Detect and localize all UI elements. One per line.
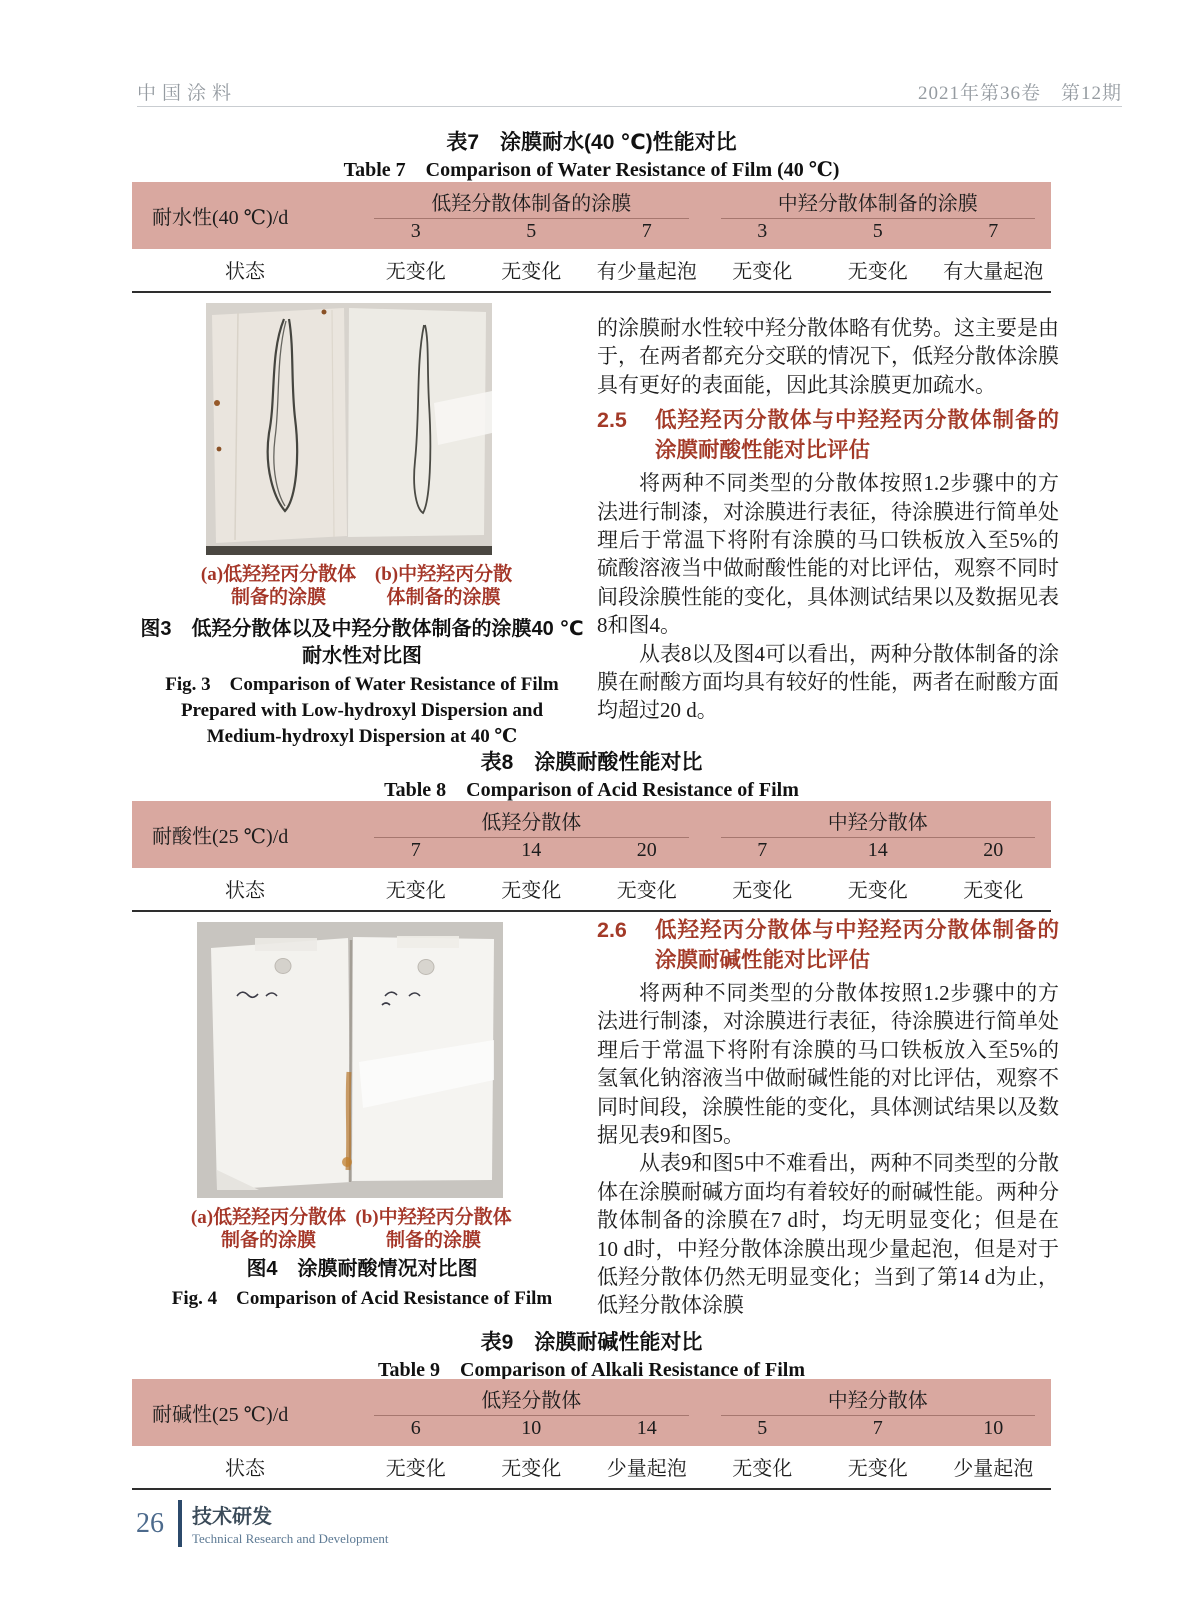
table8-day-cell: 20 [636, 839, 657, 861]
figure3-title-en: Fig. 3 Comparison of Water Resistance of Film Prepared with Low-hydroxyl Dispersion and Medium-hydroxyl Dispersion at 40 ℃ [165, 674, 559, 747]
footer-section-en: Technical Research and Development [192, 1531, 389, 1546]
table9-title-en: Table 9 Comparison of Alkali Resistance of Film [377, 1359, 806, 1381]
figure3-caption-a: (a)低羟羟丙分散体 制备的涂膜 [200, 564, 357, 608]
page-footer [136, 1500, 389, 1547]
table8-title-en: Table 8 Comparison of Acid Resistance of Film [384, 779, 799, 801]
table7-status-cell: 有少量起泡 [589, 249, 705, 292]
figure3-subcaptions [196, 563, 526, 609]
table8 [132, 801, 1051, 912]
table-row [132, 249, 1051, 292]
issue-info: 2021年第36卷 第12期 [917, 83, 1122, 104]
table9-row-header: 耐碱性(25 ℃)/d [152, 1404, 289, 1426]
section-heading-2-5: 2.5 低羟羟丙分散体与中羟羟丙分散体制备的涂膜耐酸性能对比评估 [597, 408, 1059, 462]
table8-group-mid: 中羟分散体 [721, 801, 1036, 838]
table9-status-cell: 少量起泡 [936, 1446, 1052, 1489]
figure4-caption-b: (b)中羟羟丙分散体 制备的涂膜 [355, 1207, 512, 1251]
figure3-photo [206, 303, 492, 560]
figure3-photo-svg [206, 303, 492, 555]
table8-group-low: 低羟分散体 [374, 801, 689, 838]
table8-day-cell: 7 [757, 839, 768, 861]
table9-status-cell: 无变化 [705, 1446, 821, 1489]
table8-day-cell: 14 [867, 839, 888, 861]
table7-title-cn: 表7 涂膜耐水(40 ℃)性能对比 [446, 131, 737, 154]
panel-a [211, 938, 351, 1190]
table9-day-cell: 6 [410, 1417, 421, 1439]
paragraph: 将两种不同类型的分散体按照1.2步骤中的方法进行制漆，对涂膜进行表征，待涂膜进行简单处理后于常温下将附有涂膜的马口铁板放入至5%的氢氧化钠溶液当中做耐碱性能的对比评估，观察不同时间段，涂膜性能的变化，具体测试结果以及数据见表9和图5。 [597, 981, 1059, 1148]
table9-status-cell: 无变化 [820, 1446, 936, 1489]
figure3-caption-b: (b)中羟羟丙分散 体制备的涂膜 [374, 564, 513, 608]
table8-day-cell: 14 [521, 839, 542, 861]
paragraph: 从表9和图5中不难看出，两种不同类型的分散体在涂膜耐碱方面均有着较好的耐碱性能。两种分散体制备的涂膜在7 d时，均无明显变化；但是在10 d时，中羟分散体涂膜出现少量起泡，但是对于低羟分散体仍然无明显变化；当到了第14 d为止，低羟分散体涂膜 [597, 1151, 1059, 1318]
table9-status-cell: 无变化 [474, 1446, 590, 1489]
figure4-photo [197, 922, 503, 1203]
table7 [132, 182, 1051, 293]
table7-group-mid: 中羟分散体制备的涂膜 [721, 182, 1036, 219]
table8-status-label: 状态 [132, 868, 358, 911]
table8-status-cell: 无变化 [358, 868, 474, 911]
figure4-title-en: Fig. 4 Comparison of Acid Resistance of Film [171, 1288, 553, 1309]
table9-title-cn: 表9 涂膜耐碱性能对比 [480, 1331, 703, 1354]
table7-day-cell: 5 [872, 220, 883, 242]
table9-day-cell: 7 [872, 1417, 883, 1439]
table-row [132, 1446, 1051, 1489]
table7-status-cell: 无变化 [358, 249, 474, 292]
table8-day-cell: 7 [410, 839, 421, 861]
table7-status-cell: 无变化 [474, 249, 590, 292]
footer-section-cn: 技术研发 [192, 1506, 272, 1528]
table7-group-low: 低羟分散体制备的涂膜 [374, 182, 689, 219]
figure3-title-cn: 图3 低羟分散体以及中羟分散体制备的涂膜40 ℃耐水性对比图 [140, 618, 584, 667]
table7-day-cell: 5 [526, 220, 537, 242]
header-rule [137, 106, 1122, 107]
table7-title-en: Table 7 Comparison of Water Resistance of Film (40 ℃) [343, 159, 840, 181]
table9-group-low: 低羟分散体 [374, 1379, 689, 1416]
table8-row-header: 耐酸性(25 ℃)/d [152, 826, 289, 848]
panel-a [212, 308, 347, 543]
table8-title-cn: 表8 涂膜耐酸性能对比 [480, 751, 703, 774]
table8-status-cell: 无变化 [474, 868, 590, 911]
table7-day-cell: 3 [410, 220, 421, 242]
table7-status-cell: 无变化 [705, 249, 821, 292]
table9-day-cell: 10 [521, 1417, 542, 1439]
paragraph: 将两种不同类型的分散体按照1.2步骤中的方法进行制漆，对涂膜进行表征，待涂膜进行简单处理后于常温下将附有涂膜的马口铁板放入至5%的硫酸溶液当中做耐酸性能的对比评估，观察不同时间段涂膜性能的变化，具体测试结果以及数据见表8和图4。 [597, 471, 1059, 638]
figure4-title-cn: 图4 涂膜耐酸情况对比图 [246, 1258, 478, 1280]
text-column-upper [597, 314, 1059, 725]
figure4-caption-a: (a)低羟羟丙分散体 制备的涂膜 [190, 1207, 347, 1251]
table8-status-cell: 无变化 [589, 868, 705, 911]
text-column-lower [597, 916, 1059, 1320]
rust-stain [348, 1072, 349, 1170]
table-row [132, 868, 1051, 911]
figure4-photo-svg [197, 922, 503, 1198]
table7-row-header: 耐水性(40 ℃)/d [152, 207, 289, 229]
table9-group-mid: 中羟分散体 [721, 1379, 1036, 1416]
table7-status-cell: 无变化 [820, 249, 936, 292]
table7-day-cell: 3 [757, 220, 768, 242]
table8-status-cell: 无变化 [936, 868, 1052, 911]
journal-name: 中国涂料 [137, 83, 238, 104]
paragraph: 的涂膜耐水性较中羟分散体略有优势。这主要是由于，在两者都充分交联的情况下，低羟分散体涂膜具有更好的表面能，因此其涂膜更加疏水。 [597, 316, 1059, 397]
page-number: 26 [136, 1507, 164, 1539]
section-heading-2-6: 2.6 低羟羟丙分散体与中羟羟丙分散体制备的涂膜耐碱性能对比评估 [597, 918, 1059, 972]
table9-day-cell: 14 [636, 1417, 657, 1439]
footer-divider [178, 1500, 182, 1547]
table9-status-label: 状态 [132, 1446, 358, 1489]
table9-day-cell: 10 [983, 1417, 1004, 1439]
table9 [132, 1379, 1051, 1490]
table9-day-cell: 5 [757, 1417, 768, 1439]
table7-day-cell: 7 [641, 220, 652, 242]
table7-status-cell: 有大量起泡 [936, 249, 1052, 292]
table8-day-cell: 20 [983, 839, 1004, 861]
table9-status-cell: 无变化 [358, 1446, 474, 1489]
table8-status-cell: 无变化 [820, 868, 936, 911]
figure4-subcaptions [186, 1206, 516, 1252]
paragraph: 从表8以及图4可以看出，两种分散体制备的涂膜在耐酸方面均具有较好的性能，两者在耐酸方面均超过20 d。 [597, 641, 1059, 723]
table7-day-cell: 7 [988, 220, 999, 242]
table9-status-cell: 少量起泡 [589, 1446, 705, 1489]
table8-status-cell: 无变化 [705, 868, 821, 911]
table7-status-label: 状态 [132, 249, 358, 292]
